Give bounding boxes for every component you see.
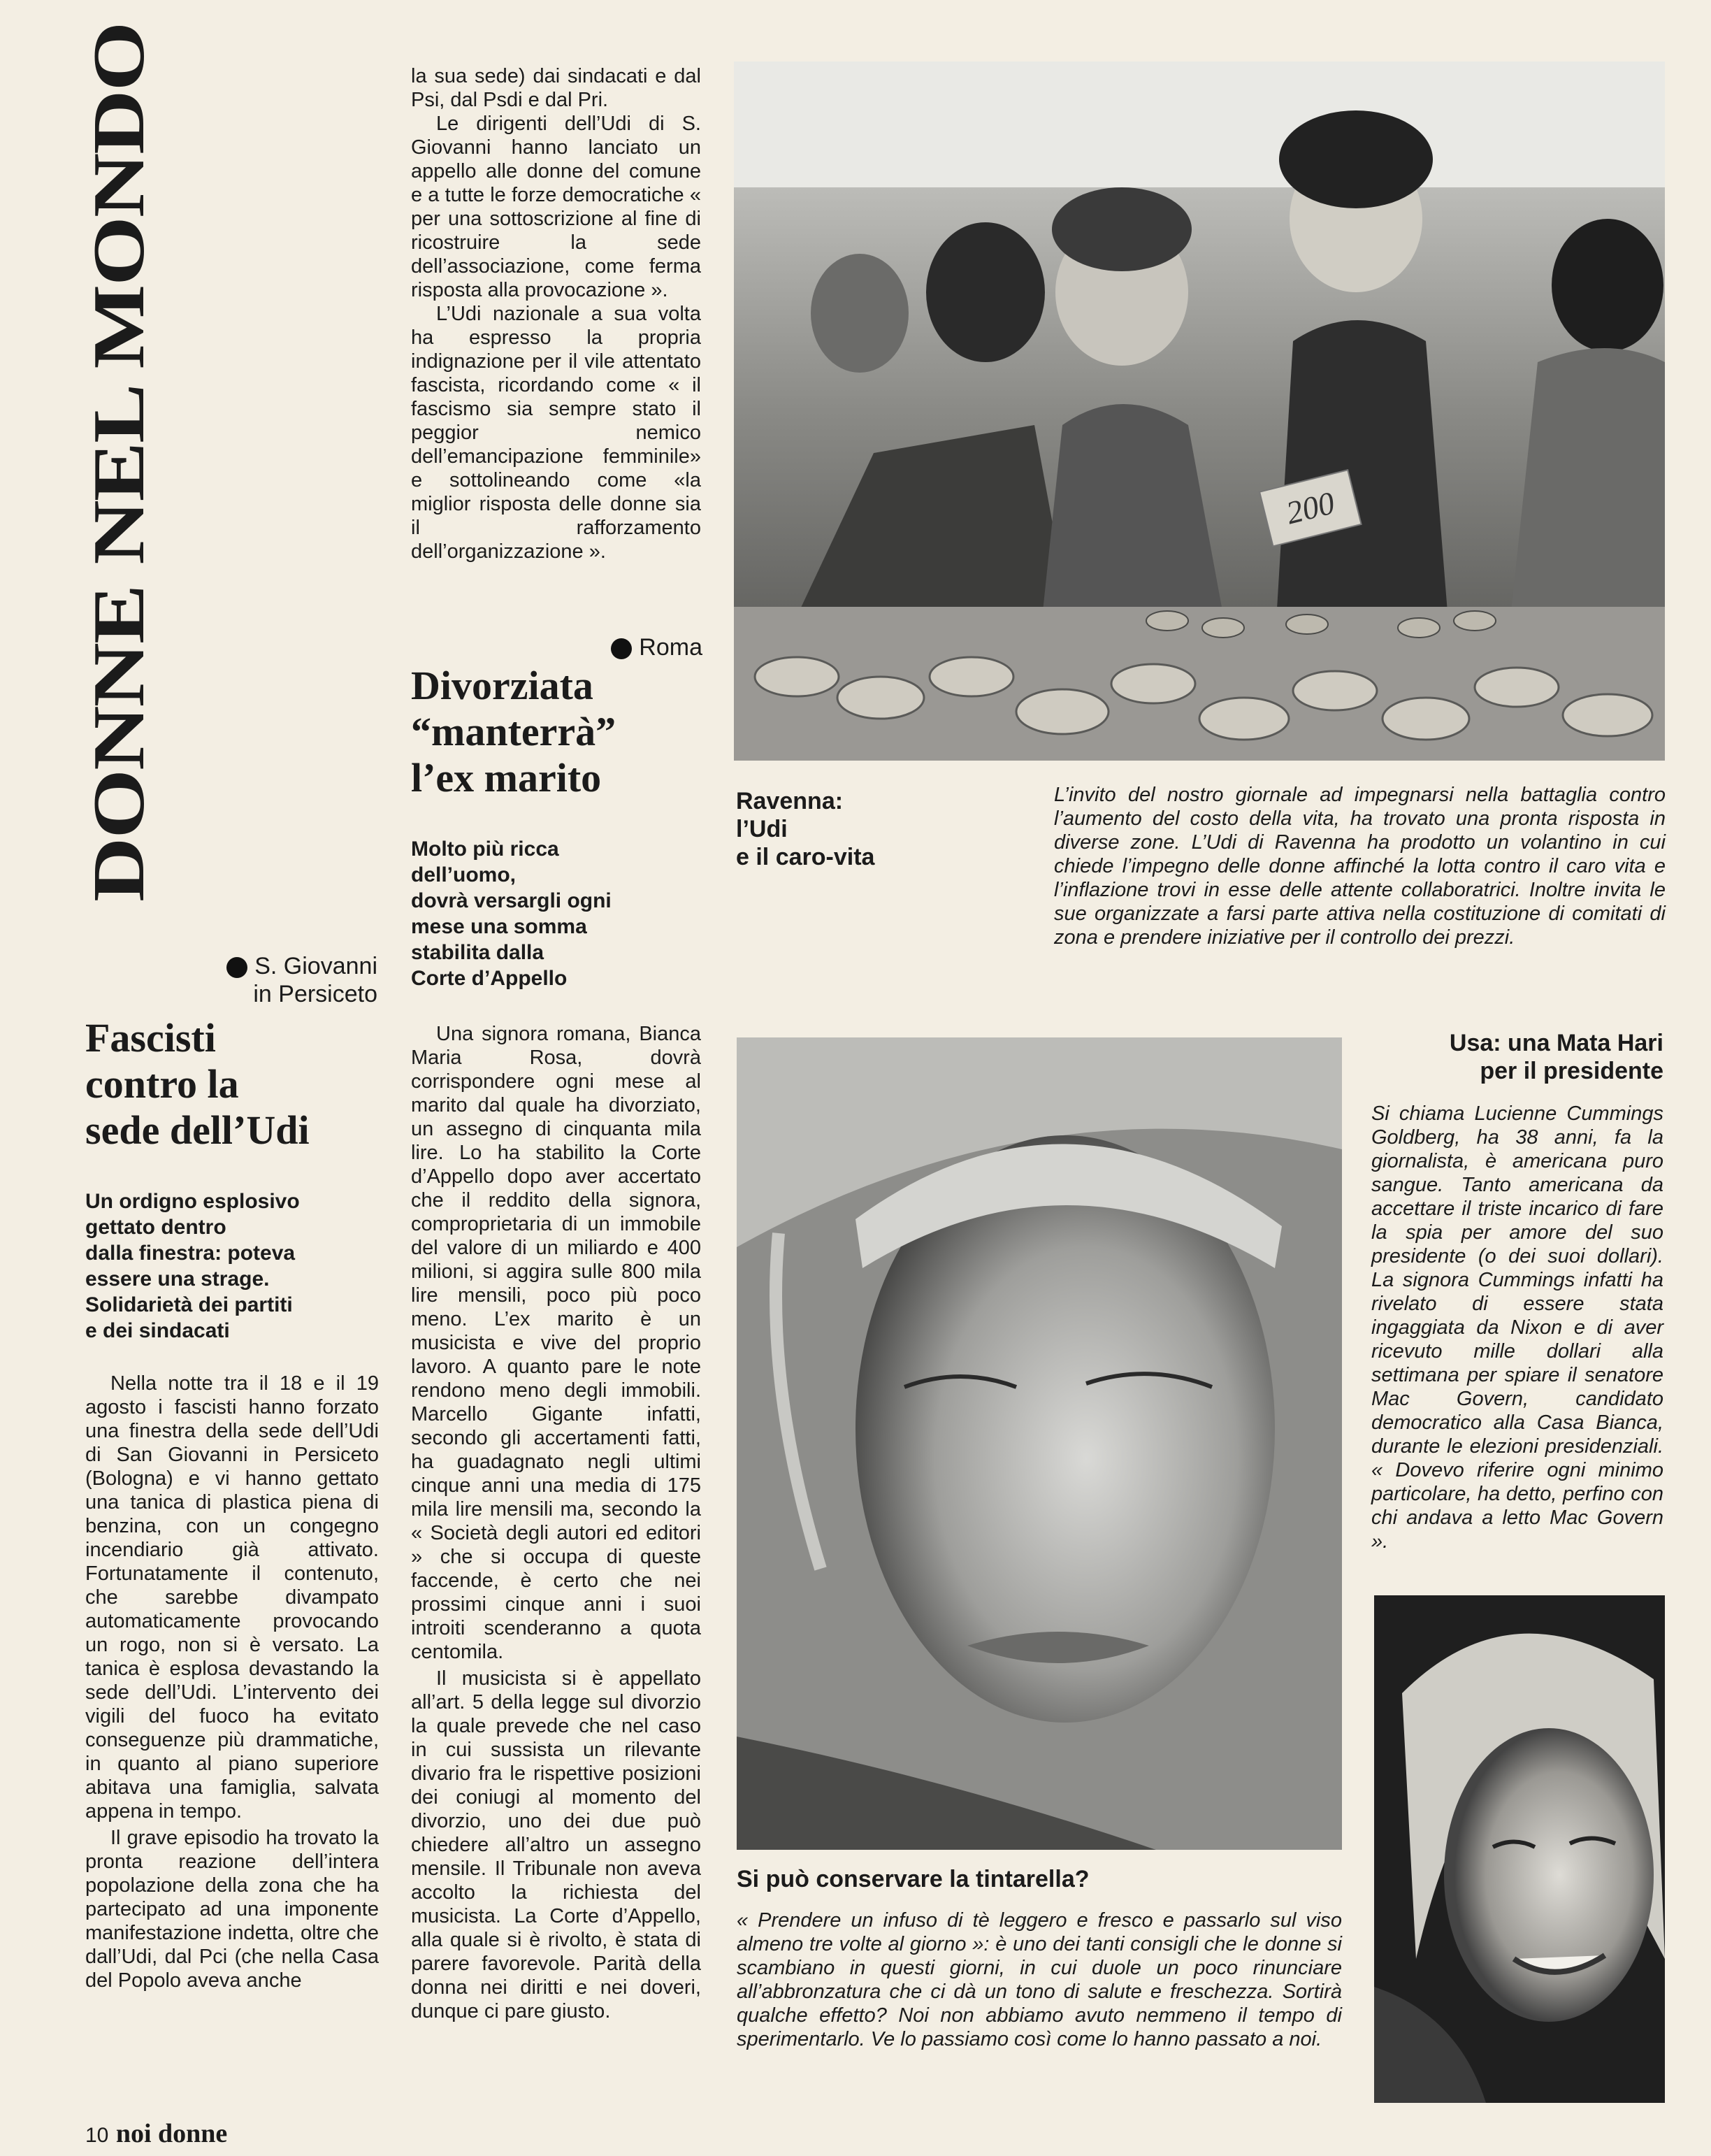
dateline-persiceto — [189, 924, 377, 1008]
article2-body — [411, 1022, 701, 2023]
bullet-dot-icon — [226, 957, 247, 978]
article1-paragraph: Le dirigenti dell’Udi di S. Giovanni hanno lanciato un appello alle donne del comune e a tutte le forze democratiche « per una sottoscrizione al fine di ricostruire la sede dell’associazione, come ferma risposta alla provocazione ». — [411, 113, 701, 301]
subhead-divorziata: Molto più ricca dell’uomo, dovrà versargli ogni mese una somma stabilita dalla Corte d’Appello — [411, 838, 612, 990]
article2-paragraph: Il musicista si è appellato all’art. 5 della legge sul divorzio la quale prevede che nel caso in cui sussista un rilevante divario fra le rispettive posizioni dei coniugi al momento del divorzio, uno dei due può chiedere all’altro un assegno mensile. Il Tribunale non aveva accolto la richiesta del musicista. La Corte d’Appello, alla quale si è rivolto, è stata di parere favorevole. Parità della donna nei diritti e nei doveri, dunque ci pare giusto. — [411, 1667, 701, 2022]
market-photo-art — [734, 62, 1665, 761]
headline-fascisti: Fascisti contro la sede dell’Udi — [85, 1015, 310, 1153]
tan-headline: Si può conservare la tintarella? — [737, 1866, 1090, 1892]
headline-divorziata: Divorziata “manterrà” l’ex marito — [411, 663, 616, 800]
article1-paragraph: Nella notte tra il 18 e il 19 agosto i fascisti hanno forzato una finestra della sede dell’Udi di San Giovanni in Persiceto (Bologna) e vi hanno gettato una tanica di plastica piena di benzina, con un congegno incendiario già attivato. Fortunatamente il contenuto, che sarebbe divampato automaticamente provocando un rogo, non si è versato. La tanica è esplosa devastando la sede dell’Udi. L’intervento dei vigili del fuoco ha evitato conseguenze più drammatiche, in quanto al piano superiore abitava una famiglia, salvata appena in tempo. — [85, 1372, 379, 1823]
tan-body: « Prendere un infuso di tè leggero e fresco e passarlo sul viso almeno tre volte al giorno »: è uno dei tanti consigli che le donne si scambiano in questi giorni, in cui duole un poco rinunciare all’abbronzatura che ci dà un tono di salute e freschezza. Sortirà qualche effetto? Noi non abbiamo avuto nemmeno il tempo di sperimentarlo. Ve lo passiamo così come lo hanno passato a noi. — [737, 1909, 1342, 2050]
ravenna-caption-text: L’invito del nostro giornale ad impegnarsi nella battaglia contro l’aumento del costo della vita, ha trovato una pronta risposta in diverse zone. L’Udi di Ravenna ha prodotto un volantino in cui chiede l’impegno delle donne affinché la lotta contro il caro vita e l’inflazione trovi in esse delle attente collaboratrici. Inoltre invita le sue organizzate a farsi parte attiva nella costituzione di comitati di zona e prendere iniziative per il controllo dei prezzi. — [1054, 784, 1666, 949]
cummings-photo-art — [1374, 1595, 1665, 2103]
magazine-name: noi donne — [115, 2119, 228, 2148]
cummings-photo — [1374, 1595, 1665, 2103]
usa-headline: Usa: una Mata Hari per il presidente — [1449, 1030, 1663, 1084]
dateline-text: Roma — [639, 634, 702, 661]
market-photo — [734, 62, 1665, 761]
article1-paragraph: L’Udi nazionale a sua volta ha espresso la propria indignazione per il vile attentato fascista, ricordando come « il fascismo sia sempre stato il peggior nemico dell’emancipazione femminile» e sottolineando come «la miglior risposta delle donne sia il rafforzamento dell’organizzazione ». — [411, 303, 701, 563]
price-sign: 200 — [1283, 484, 1338, 531]
article2-paragraph: Una signora romana, Bianca Maria Rosa, dovrà corrispondere ogni mese al marito dal quale ha divorziato, un assegno di cinquanta mila lire. Lo ha stabilito la Corte d’Appello dopo aver accertato che il reddito della signora, comproprietaria di un immobile del valore di un miliardo e 400 milioni, si aggira sulle 800 mila lire mensili, poco più poco meno. L’ex marito è un musicista e vive del proprio lavoro. A quanto pare le note rendono meno degli immobili. Marcello Gigante infatti, secondo gli accertamenti fatti, ha guadagnato negli ultimi cinque anni una media di 175 mila lire mensili ma, secondo la « Società degli autori ed editori » che si occupa di queste faccende, è certo che nei prossimi cinque anni i suoi introiti scenderanno a quota centomila. — [411, 1023, 701, 1663]
usa-body: Si chiama Lucienne Cummings Goldberg, ha 38 anni, fa la giornalista, è americana puro sangue. Tanto americana da accettare il triste incarico di fare la spia per amore del suo presidente (o dei suoi dollari). La signora Cummings infatti ha rivelato di essere stata ingaggiata da Nixon e di aver ricevuto mille dollari alla settimana per spiare il senatore Mac Govern, candidato democratico alla Casa Bianca, durante le elezioni presidenziali. « Dovevo riferire ogni minimo particolare, ha detto, perfino con chi andava a letto Mac Govern ». — [1371, 1102, 1663, 1553]
tanned-woman-photo — [737, 1037, 1342, 1850]
section-title: DONNE NEL MONDO — [78, 22, 160, 902]
dateline-roma — [531, 605, 702, 661]
article1-body — [85, 1372, 379, 1992]
article1-paragraph: Il grave episodio ha trovato la pronta reazione dell’intera popolazione della zona che ha partecipato ad una imponente manifestazione indetta, oltre che dall’Udi, dal Pci (che nella Casa del Popolo aveva anche — [85, 1827, 379, 1992]
article1-continuation — [411, 64, 701, 563]
subhead-fascisti: Un ordigno esplosivo gettato dentro dalla finestra: poteva essere una strage. Solidarietà dei partiti e dei sindacati — [85, 1190, 300, 1342]
footer — [85, 2118, 227, 2150]
article1-paragraph: la sua sede) dai sindacati e dal Psi, dal Psdi e dal Pri. — [411, 65, 701, 111]
bullet-dot-icon — [611, 638, 632, 659]
page-number: 10 — [85, 2124, 109, 2147]
ravenna-caption-title: Ravenna: l’Udi e il caro-vita — [736, 788, 875, 870]
tanned-woman-photo-art — [737, 1037, 1342, 1850]
dateline-text: S. Giovanni in Persiceto — [253, 953, 377, 1007]
